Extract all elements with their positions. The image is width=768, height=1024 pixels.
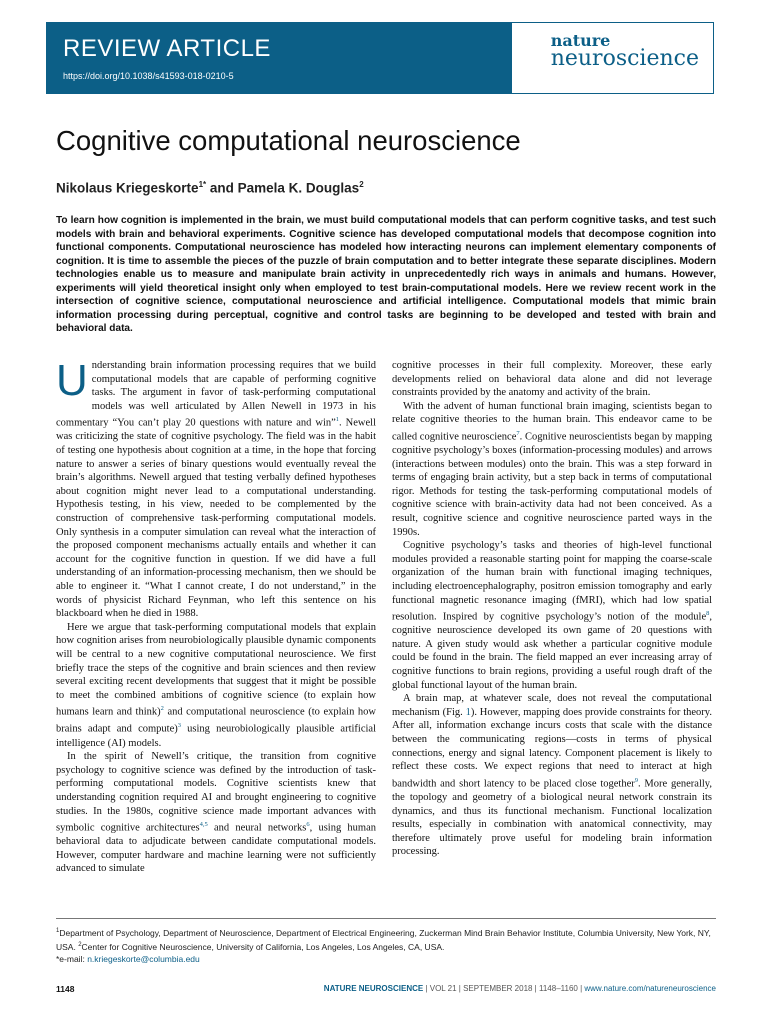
- reference-link[interactable]: 4,5: [199, 821, 208, 829]
- article-title: Cognitive computational neuroscience: [56, 125, 521, 156]
- email-link[interactable]: n.kriegeskorte@columbia.edu: [87, 953, 200, 964]
- body-text: Here we argue that task-performing computational models that explain how cognition arises from neurobiologically plausible dynamic components will be central to a new cognitive computational neuroscience. We first briefly trace the steps of the cognitive and brain sciences and then review several exciting recent developments that suggest that it might be possible to meet the combined ambitions of cognitive science (to explain how humans learn and think): [56, 621, 376, 718]
- body-paragraph: [392, 400, 712, 539]
- journal-logo-line2: neuroscience: [550, 46, 699, 71]
- page-number: 1148: [56, 984, 75, 994]
- article-category: REVIEW ARTICLE: [63, 35, 271, 62]
- reference-link[interactable]: 8: [706, 610, 710, 618]
- body-paragraph: [392, 539, 712, 692]
- banner-blue-block: [47, 23, 512, 93]
- body-text: In the spirit of Newell’s critique, the transition from cognitive psychology to cognitive science was defined by the introduction of task-performing computational models. Cognitive scientists knew that understanding cognition required AI and brought engineering to cognitive studies. In the 1980s, cognitive science made important advances with symbolic cognitive architectures: [56, 751, 376, 834]
- body-text: and neural networks: [207, 822, 307, 834]
- body-paragraph: [56, 621, 376, 750]
- body-text: A brain map, at whatever scale, does not reveal the computational mechanism (Fig.: [392, 693, 712, 718]
- body-text: . Cognitive neuroscientists began by mapping cognitive psychology’s boxes (information-processing modules) and arrows (interactions between modules) onto the brain. This was a step forward in terms of engaging brain activity, but a step back in terms of computational rigor. Methods for testing the task-performing computational models of cognitive science with brain-activity data had not been conceived. As a result, cognitive science and cognitive neuroscience parted ways in the 1990s.: [392, 431, 712, 538]
- reference-link[interactable]: 6: [306, 821, 310, 829]
- body-text: nderstanding brain information processing requires that we build computational models that are capable of performing cognitive tasks. The argument in favor of task-performing computational models was well articulated by Allen Newell in 1973 in his commentary “You can’t play 20 questions with nature and win”: [56, 360, 376, 429]
- body-text: and computational neuroscience (to explain how brains adapt and compute): [56, 706, 377, 735]
- affiliation-mark: 1: [56, 928, 60, 934]
- email-label: *e-mail:: [56, 953, 88, 964]
- reference-link[interactable]: 9: [634, 776, 638, 784]
- affiliations: [56, 925, 716, 965]
- body-text: ). However, mapping does provide constraints for theory. After all, information exchange incurs costs that scale with the distance between the communicating regions—costs in terms of physical connections, energy and signal latency. Component placement is likely to reflect these costs. We expect regions that need to interact at high bandwidth and short latency to be placed close together: [392, 706, 712, 790]
- journal-logo-line1: nature: [550, 31, 611, 50]
- author-affiliation-mark: 1*: [198, 180, 207, 189]
- reference-link[interactable]: 1: [335, 416, 340, 424]
- author-line: [56, 180, 364, 196]
- reference-link[interactable]: 2: [160, 705, 164, 713]
- figure-link[interactable]: 1: [465, 706, 471, 718]
- author-name: Pamela K. Douglas: [237, 180, 360, 196]
- body-text: . Newell was criticizing the state of cognitive psychology. The field was in the habit of testing one hypothesis about cognition at a time, in the hope that forcing nature to answer a series of binary questions would eventually reveal the brain’s algorithms. Newell argued that testing verbally defined hypotheses about cognition might never lead to a computational understanding. Hypothesis testing, in his view, needed to be complemented by the construction of comprehensive task-performing computational models. Only synthesis in a computer simulation can reveal what the interaction of the proposed component mechanisms actually entails and whether it can account for the cognitive function in question. If we did have a full understanding of an information-processing mechanism, then we should be able to engineer it. “What I cannot create, I do not understand,” in the words of physicist Richard Feynman, who left this sentence on his blackboard when he died in 1988.: [56, 417, 377, 620]
- drop-cap: U: [56, 356, 88, 405]
- footer-citation: [324, 984, 716, 993]
- body-paragraph: [56, 750, 376, 876]
- body-text: With the advent of human functional brain imaging, scientists began to relate cognitive theories to the human brain. This endeavor came to be called cognitive neuroscience: [392, 400, 712, 443]
- footer-volume-info: | VOL 21 | SEPTEMBER 2018 | 1148–1160 |: [423, 984, 585, 993]
- abstract: To learn how cognition is implemented in the brain, we must build computational models that can perform cognitive tasks, and test such models with brain and behavioral experiments. Cognitive science has developed computational models that decompose cognition into functional components. Computational neuroscience has modeled how interacting neurons can implement elementary components of cognition. It is time to assemble the pieces of the puzzle of brain computation and to better integrate these separate disciplines. Modern technologies enable us to measure and manipulate brain activity in unprecedentedly rich ways in animals and humans. However, experiments will yield theoretical insight only when employed to test brain-computational models. Here we review recent work in the intersection of cognitive science, computational neuroscience and artificial intelligence. Computational models that mimic brain information processing during perceptual, cognitive and control tasks are beginning to be developed and tested with brain and behavioral data.: [56, 215, 716, 334]
- affiliation-text: Center for Cognitive Neuroscience, University of California, Los Angeles, Los Angeles, CA, USA.: [81, 941, 445, 952]
- affiliation-text: Department of Psychology, Department of Neuroscience, Department of Electrical Engineering, Zuckerman Mind Brain Behavior Institute, Columbia University, New York, NY, USA.: [56, 927, 711, 952]
- body-text: Cognitive psychology’s tasks and theories of high-level functional modules provided a reasonable starting point for mapping the coarse-scale organization of the human brain with functional imaging techniques, including electroencephalography, positron emission tomography and early functional magnetic resonance imaging (fMRI), which had low spatial resolution. Inspired by cognitive psychology’s notion of the module: [392, 540, 712, 623]
- body-text: , cognitive neuroscience developed its own game of 20 questions with nature. A given study would ask whether a particular cognitive module could be found in the brain. The field mapped an ever increasing array of cognitive functions to brain regions, providing a useful rough draft of the global functional layout of the human brain.: [392, 611, 712, 691]
- journal-banner: [46, 22, 714, 94]
- journal-url-link[interactable]: www.nature.com/natureneuroscience: [584, 984, 716, 993]
- journal-logo: [551, 33, 699, 71]
- body-column-right: [392, 359, 712, 859]
- body-paragraph: [56, 356, 377, 621]
- body-column-left: [56, 356, 377, 876]
- body-text: . More generally, the topology and geometry of a biological neural network constrain its dynamics, and thus its functional mechanism. Functional localization results, especially in combination with anatomical connectivity, may therefore ultimately prove useful for modeling brain information processing.: [392, 778, 712, 858]
- author-affiliation-mark: 2: [359, 180, 364, 189]
- footnote-divider: [56, 918, 716, 919]
- reference-link[interactable]: 7: [516, 429, 520, 437]
- body-paragraph: [392, 359, 712, 400]
- reference-link[interactable]: 3: [177, 722, 181, 730]
- affiliation-mark: 2: [78, 941, 82, 948]
- body-text: using neurobiologically plausible artificial intelligence (AI) models.: [56, 723, 376, 749]
- footer-journal: NATURE NEUROSCIENCE: [323, 984, 424, 993]
- author-separator: and: [206, 180, 238, 196]
- body-paragraph: [392, 692, 712, 859]
- author-name: Nikolaus Kriegeskorte: [56, 180, 199, 196]
- doi-link[interactable]: https://doi.org/10.1038/s41593-018-0210-5: [63, 71, 234, 81]
- body-text: cognitive processes in their full complexity. Moreover, these early developments relied on behavioral data alone and did not leverage constraints provided by the anatomy and activity of the brain.: [392, 360, 712, 399]
- body-text: , using human behavioral data to adjudicate between candidate computational models. However, computer hardware and machine learning were not sufficiently advanced to simulate: [56, 822, 376, 875]
